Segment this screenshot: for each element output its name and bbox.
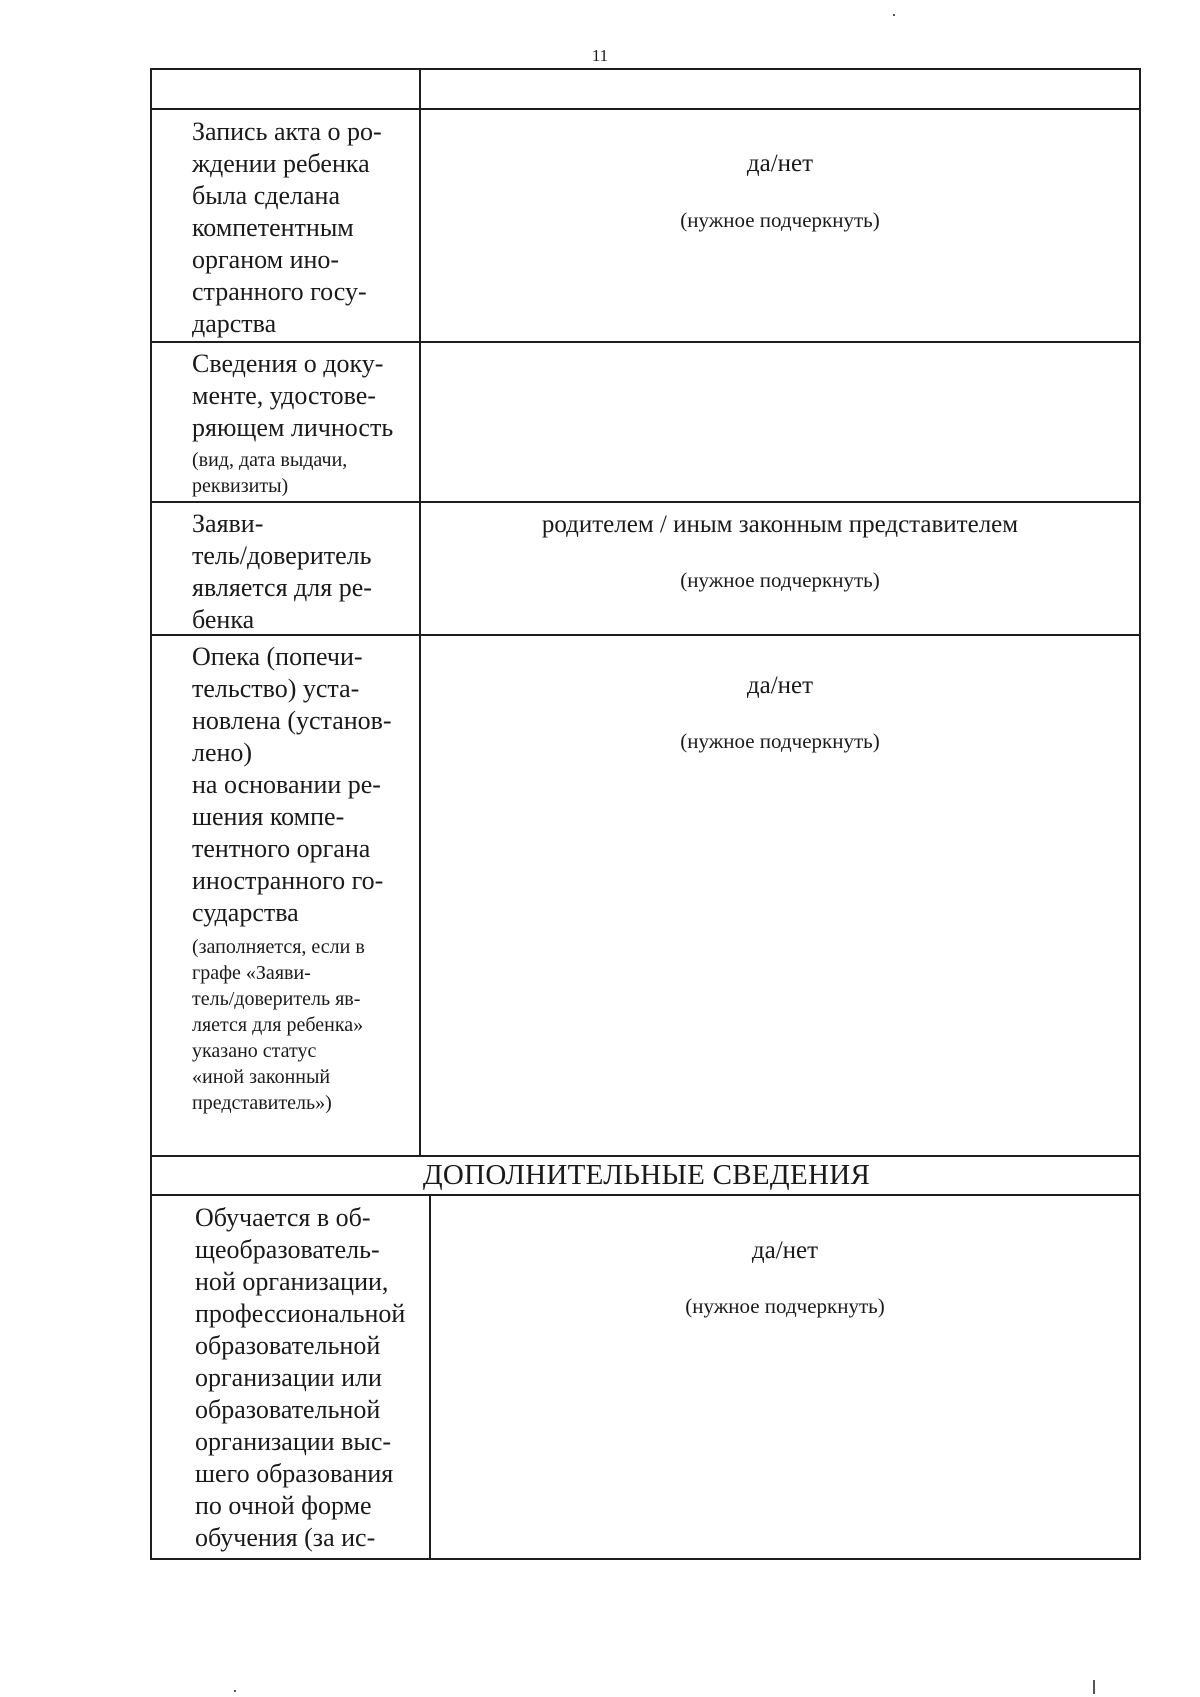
guardianship-label: Опека (попечи- тельство) уста- новлена (установ- лено) на основании ре- шения компе- тентного органа иностранного го- сударства — [192, 642, 392, 927]
guardianship-answer: да/нет — [746, 672, 814, 699]
identity-document-hint: (вид, дата выдачи, реквизиты) — [192, 449, 348, 497]
row-divider — [150, 501, 1141, 503]
table-top-border — [150, 68, 1141, 70]
table-left-border — [150, 68, 152, 1560]
scan-speck — [893, 14, 895, 16]
section-title: ДОПОЛНИТЕЛЬНЫЕ СВЕДЕНИЯ — [422, 1159, 871, 1191]
birth-record-note: (нужное подчеркнуть) — [680, 208, 880, 232]
birth-record-label: Запись акта о ро- ждении ребенка была сделана компетентным органом ино- странного госу- дарства — [192, 117, 382, 338]
applicant-status-answer: родителем / иным законным представителем — [541, 511, 1019, 538]
education-label: Обучается в об- щеобразователь- ной организации, профессиональной образовательной организации или образовательной организации выс- шего образования по очной форме обучения (за ис- — [195, 1203, 406, 1552]
birth-record-answer: да/нет — [746, 150, 814, 177]
row-divider — [150, 108, 1141, 110]
guardianship-note: (нужное подчеркнуть) — [680, 729, 880, 753]
education-answer: да/нет — [751, 1237, 819, 1264]
form-table — [150, 68, 1141, 1560]
scan-speck — [234, 1690, 236, 1692]
identity-document-label: Сведения о доку- менте, удостове- ряющем личность — [192, 349, 394, 442]
table-right-border — [1139, 68, 1141, 1560]
applicant-status-note: (нужное подчеркнуть) — [680, 568, 880, 592]
row-divider — [150, 1155, 1141, 1157]
identity-document-value-field[interactable] — [421, 343, 1139, 501]
scan-speck — [1093, 1680, 1095, 1694]
guardianship-hint: (заполняется, если в графе «Заяви- тель/доверитель яв- ляется для ребенка» указано статус «иной законный представитель») — [192, 936, 365, 1114]
applicant-status-label: Заяви- тель/доверитель является для ре- бенка — [192, 509, 372, 634]
education-note: (нужное подчеркнуть) — [685, 1294, 885, 1318]
row-divider — [150, 1194, 1141, 1196]
page-number: 11 — [591, 46, 609, 65]
table-bottom-border — [150, 1558, 1141, 1560]
